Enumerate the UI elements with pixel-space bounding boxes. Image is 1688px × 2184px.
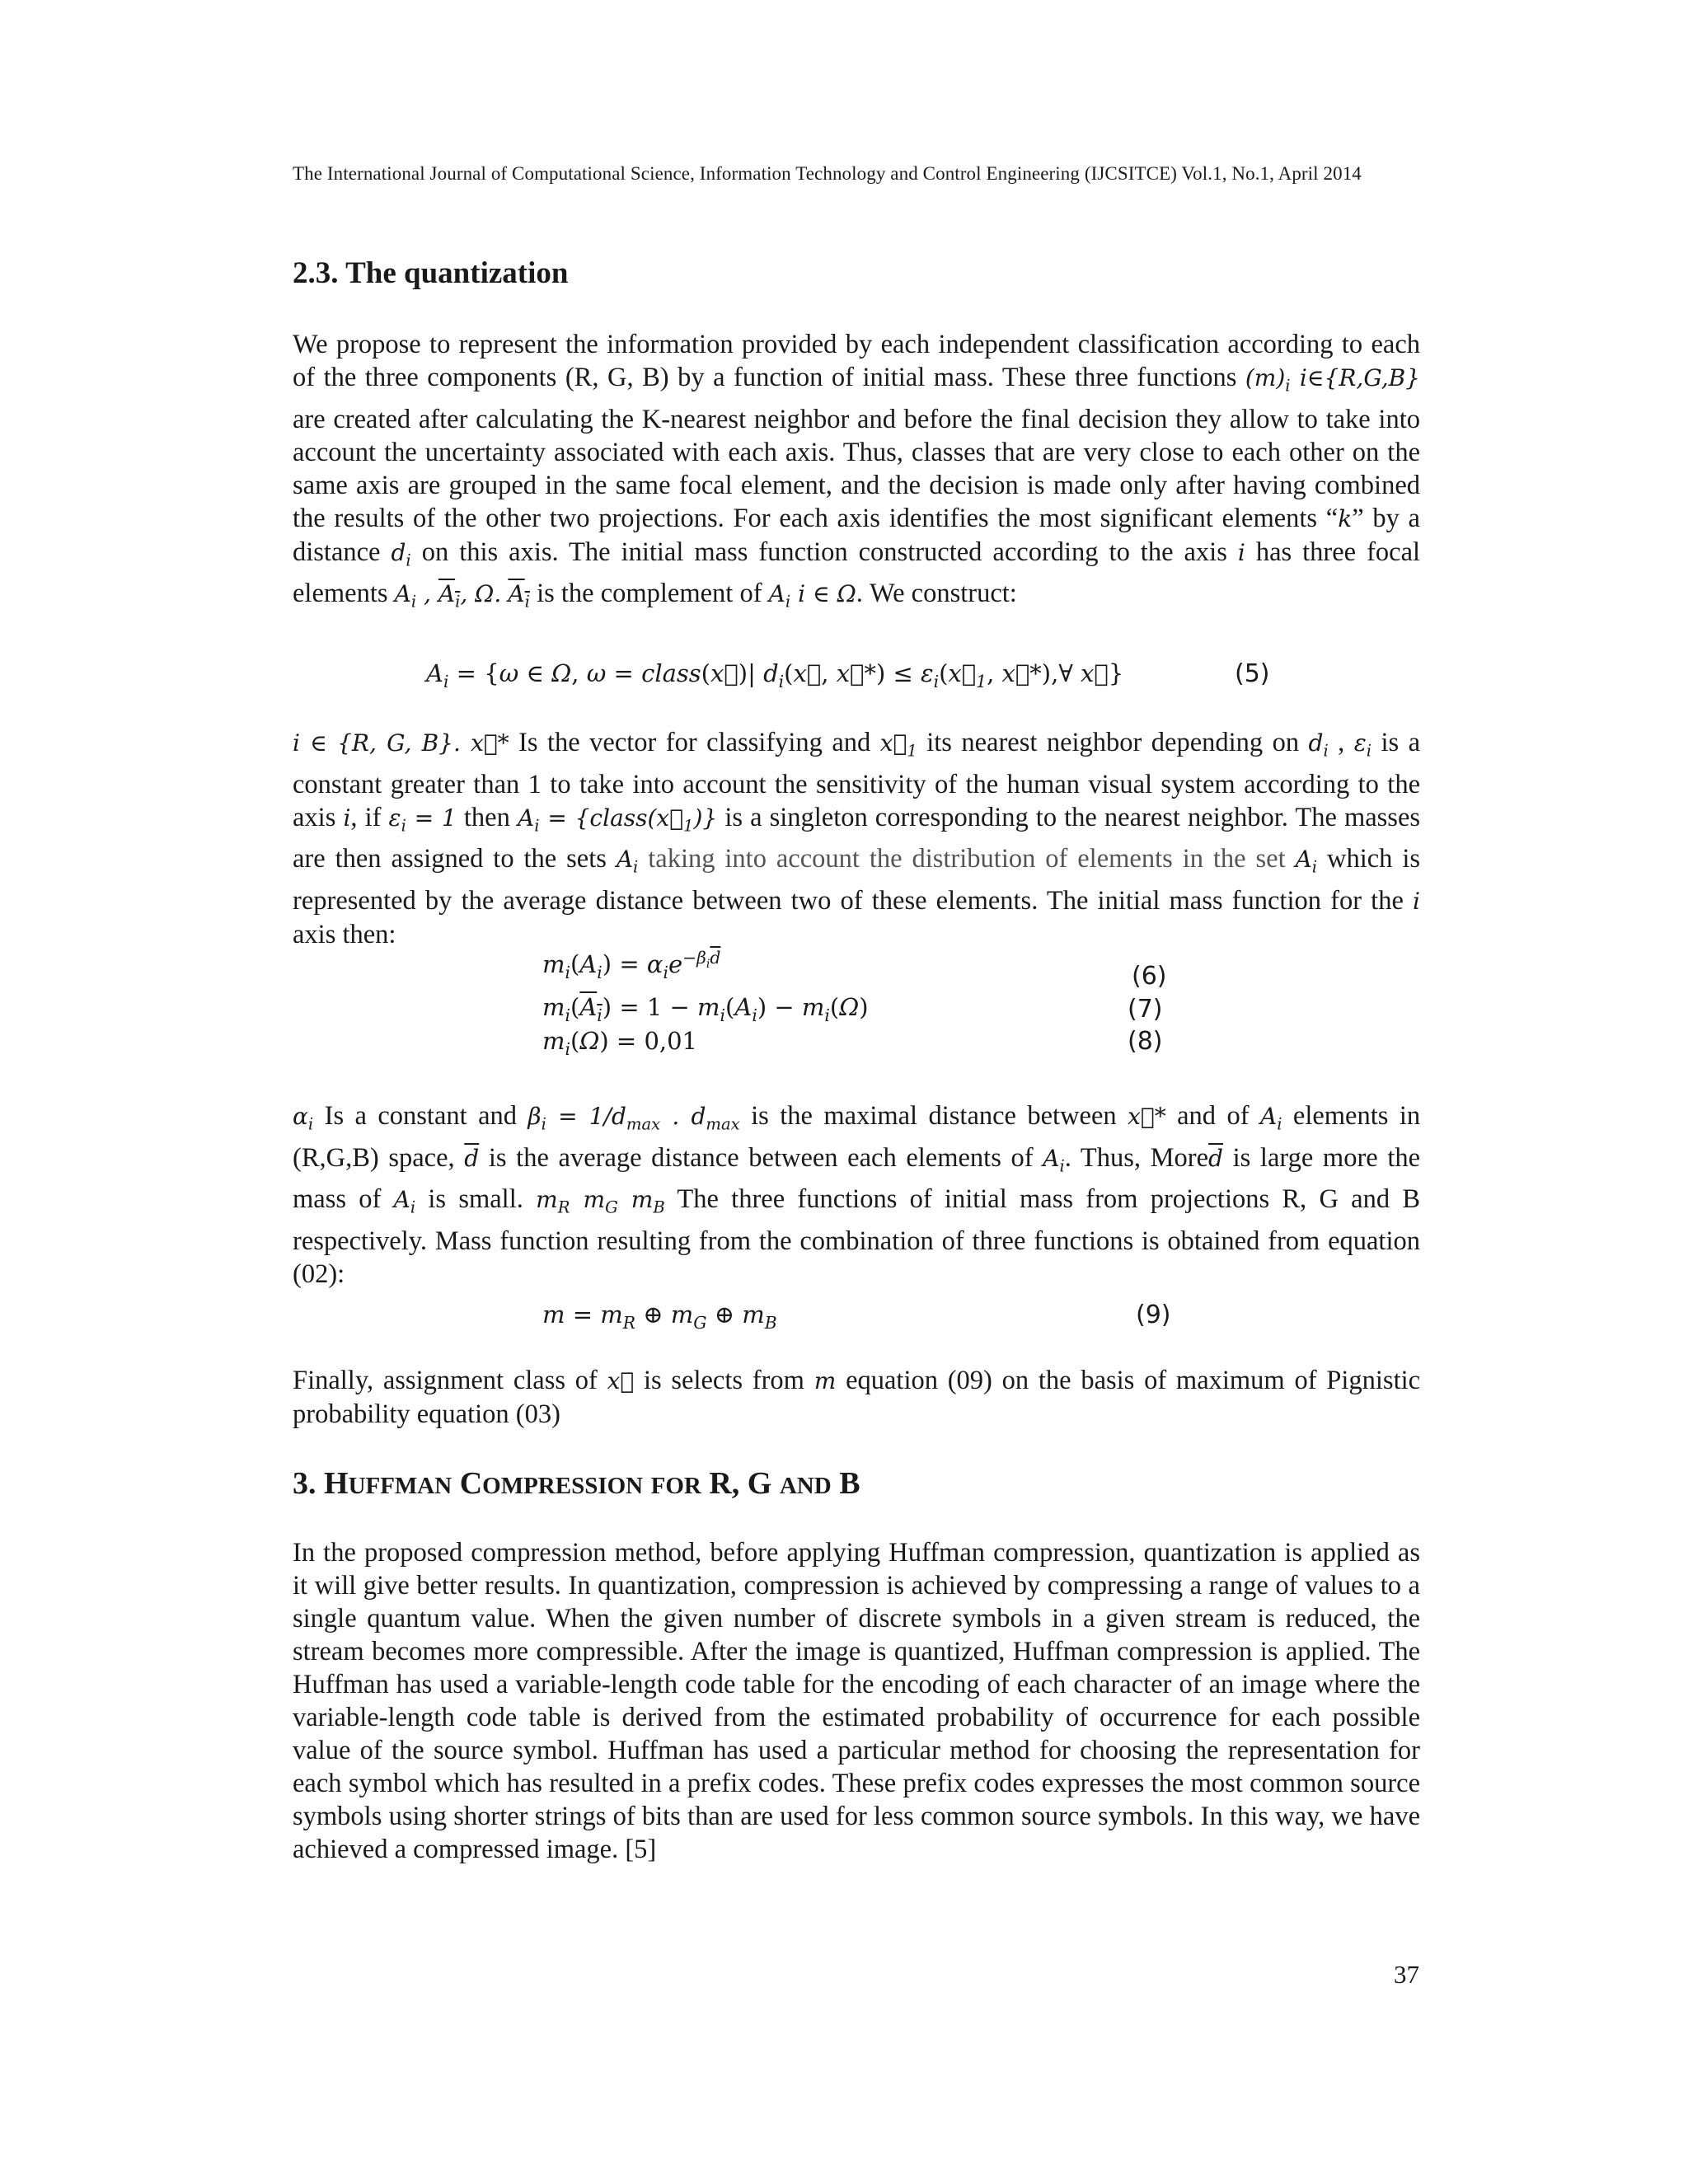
- equation-9: $m = m_R$ ⊕ $m_G$ ⊕ $m_B$: [542, 1301, 777, 1333]
- paragraph-axis-definition: i ∈ {R, G, B}. x⃗* Is the vector for classifying and $x⃗_1$ its nearest neighbor depending on $d_i$ , $\varepsilon_i$ is a constant greater than 1 to take into account the sensitivity of the human visual system according to the axis i, if $\varepsilon_i = 1$ then $A_i$ = $\{class(x⃗_1)\}$ is a singleton corresponding to the nearest neighbor. The masses are then assigned to the sets $A_i$ taking into account the distribution of elements in the set $A_i$ which is represented by the average distance between two of these elements. The initial mass function for the i axis then:: [293, 728, 1421, 949]
- section-heading-quantization: 2.3. The quantization: [293, 256, 569, 290]
- math-m-i-set: $(m)_i$ i∈{R,G,B}: [1245, 364, 1420, 396]
- equation-5: $A_i = \{\omega$ ∈ Ω, ω = class(x⃗)| $d_i(x⃗$, x⃗*) ≤ $\varepsilon_i(x⃗_1$, x⃗*),∀ x⃗}: [426, 659, 1124, 691]
- equation-6: $m_i(A_i) = \alpha_ie^{-\beta_i\overline{d}}$: [542, 948, 721, 982]
- equation-8: $m_i(\Omega) = 0,01$: [542, 1027, 698, 1059]
- equation-5-number: (5): [1235, 659, 1270, 688]
- paragraph-quantization-intro: We propose to represent the information provided by each independent classification according to each of the three components (R, G, B) by a function of initial mass. These three functions $(m)_i$ i∈{R,G,B} are created after calculating the K-nearest neighbor and before the final decision they allow to take into account the uncertainty associated with each axis. Thus, classes that are very close to each other on the same axis are grouped in the same focal element, and the decision is made only after having combined the results of the other two projections. For each axis identifies the most significant elements “k” by a distance $d_i$ on this axis. The initial mass function constructed according to the axis i has three focal elements $A_i$ , $A_i$, Ω. $A_i$ is the complement of $A_i$ i ∈ Ω. We construct:: [293, 330, 1421, 612]
- equation-7: $m_i(A_i) = 1 - m_i(A_i) - m_i(\Omega)$: [542, 993, 869, 1025]
- page-number: 37: [1394, 1960, 1419, 1989]
- equation-7-number: (7): [1128, 995, 1163, 1024]
- equation-9-number: (9): [1136, 1301, 1171, 1329]
- paragraph-assignment: Finally, assignment class of x⃗ is selects from m equation (09) on the basis of maximum of Pignistic probability equation (03): [293, 1366, 1421, 1429]
- section-heading-huffman: 3. HUFFMAN COMPRESSION FOR R, G AND B: [293, 1466, 860, 1501]
- running-header: The International Journal of Computational Science, Information Technology and Control Engineering (IJCSITCE) Vol.1, No.1, April 2014: [293, 163, 1362, 184]
- paragraph-huffman: In the proposed compression method, before applying Huffman compression, quantization is applied as it will give better results. In quantization, compression is achieved by compressing a range of values to a single quantum value. When the given number of discrete symbols in a given stream is reduced, the stream becomes more compressible. After the image is quantized, Huffman compression is applied. The Huffman has used a variable-length code table for the encoding of each character of an image where the variable-length code table is derived from the estimated probability of occurrence for each possible value of the source symbol. Huffman has used a particular method for choosing the representation for each symbol which has resulted in a prefix codes. These prefix codes expresses the most common source symbols using shorter strings of bits than are used for less common source symbols. In this way, we have achieved a compressed image. [5]: [293, 1538, 1420, 1864]
- equation-6-number: (6): [1132, 962, 1167, 991]
- paragraph-constants: $\alpha_i$ Is a constant and $\beta_i = 1/d_{max}$ . $d_{max}$ is the maximal distance between x⃗* and of $A_i$ elements in (R,G,B) space, $\overline{d}$ is the average distance between each elements of $A_i$. Thus, $More\overline{d}$ is large more the mass of $A_i$ is small. $m_R$ $m_G$ $m_B$ The three functions of initial mass from projections R, G and B respectively. Mass function resulting from the combination of three functions is obtained from equation (02):: [293, 1101, 1421, 1289]
- equation-8-number: (8): [1128, 1027, 1163, 1056]
